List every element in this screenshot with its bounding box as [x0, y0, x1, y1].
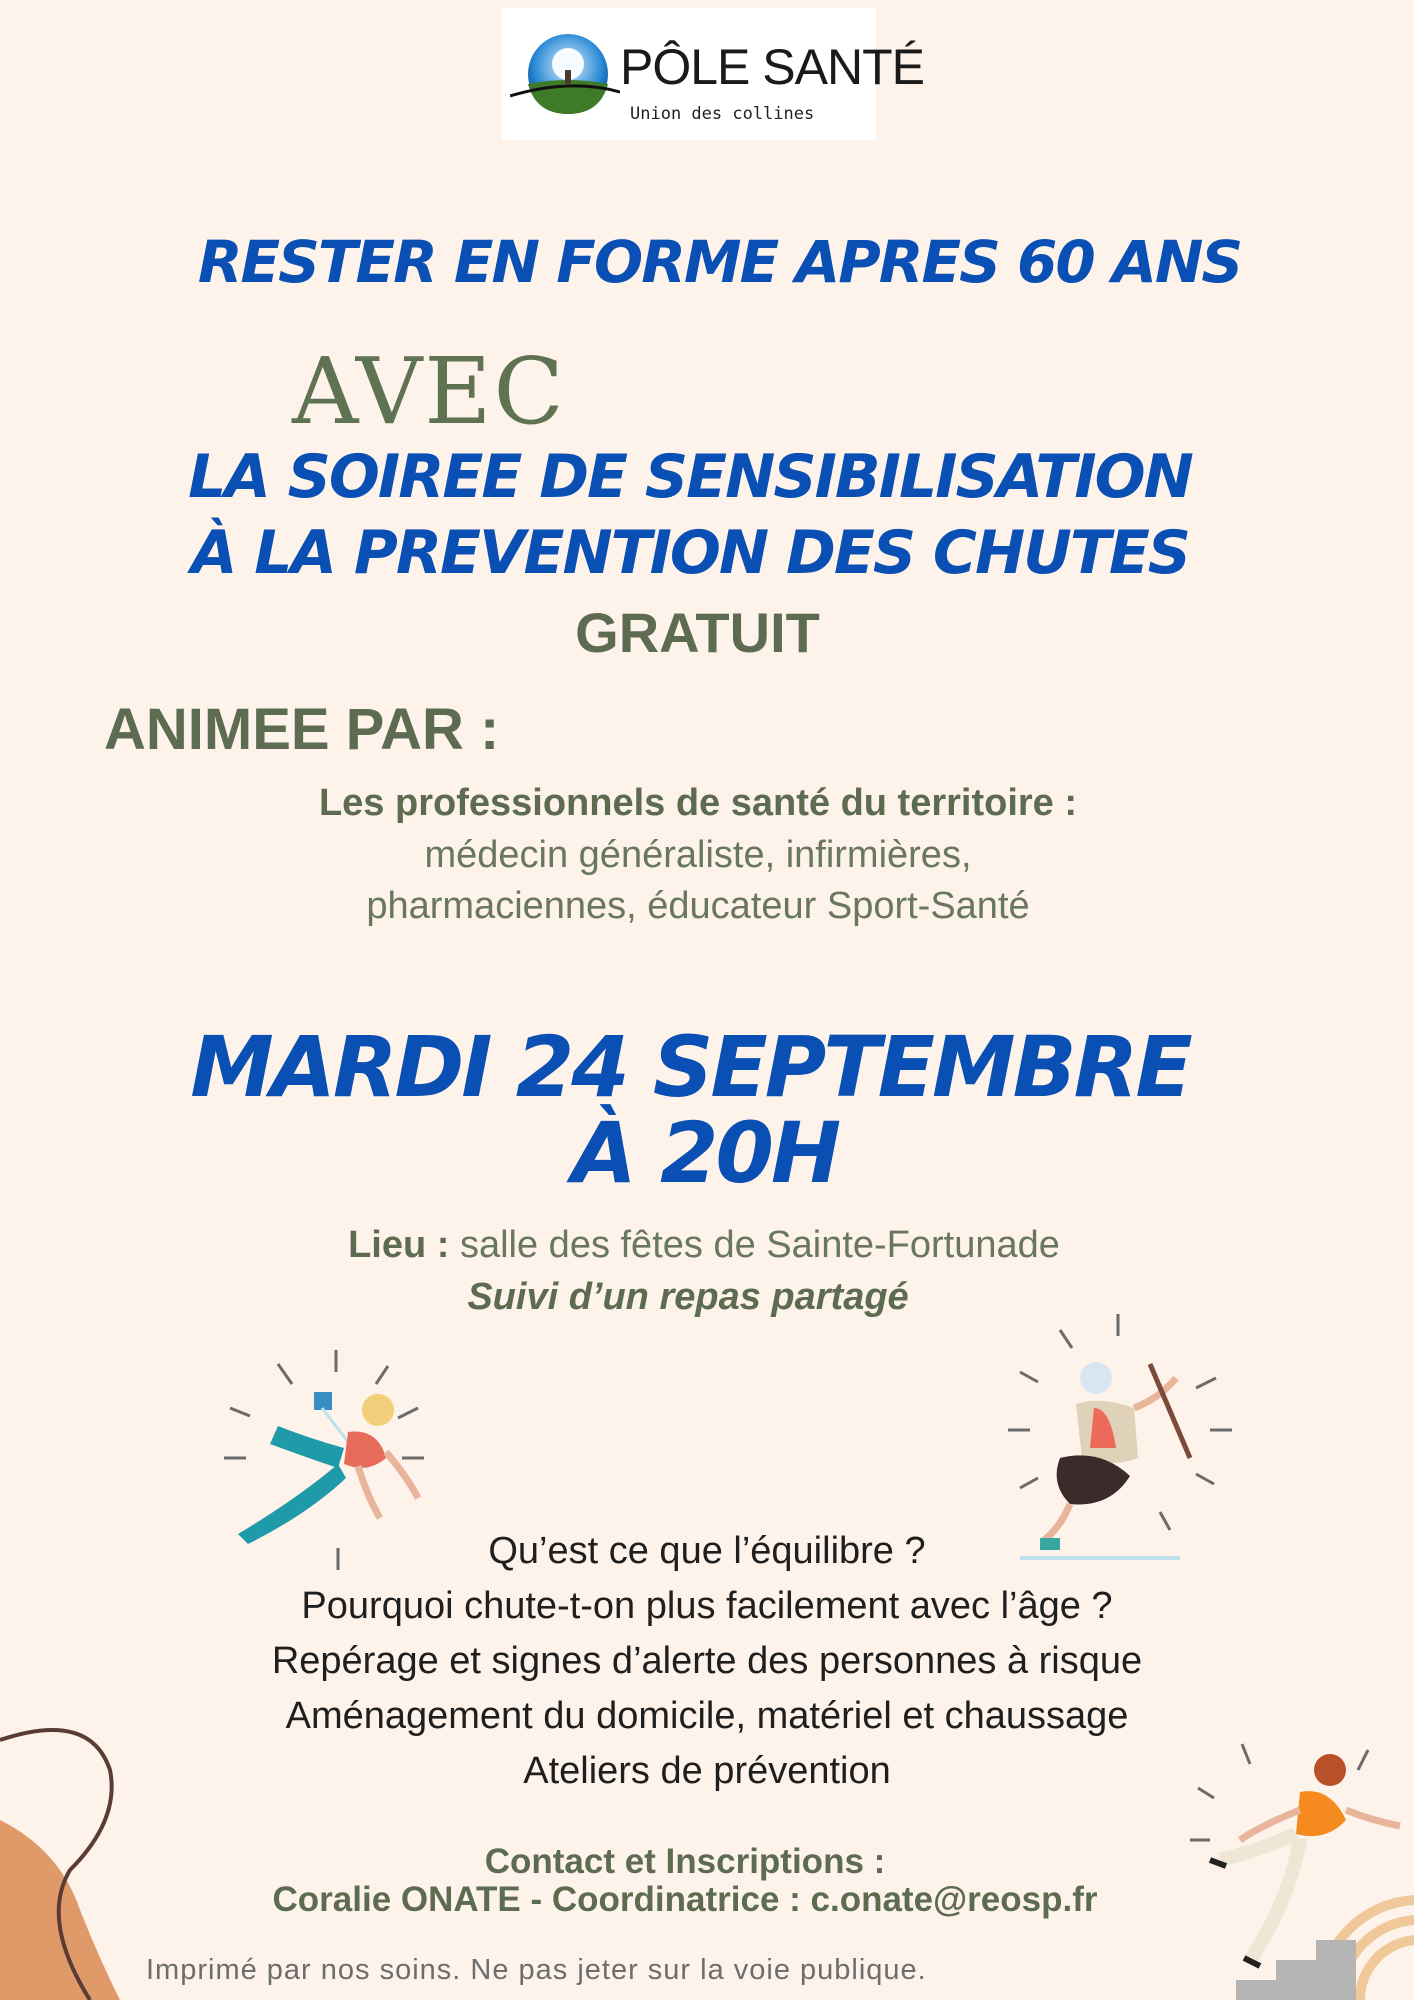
footer-note: Imprimé par nos soins. Ne pas jeter sur la voie publique. [146, 1954, 927, 1986]
date-line2: À 20H [571, 1104, 839, 1202]
logo-title: PÔLE SANTÉ [620, 39, 924, 95]
contact-details: Coralie ONATE - Coordinatrice : c.onate@reosp.fr [272, 1880, 1098, 1919]
hosts-line1: médecin généraliste, infirmières, [424, 834, 972, 876]
meal-note: Suivi d’un repas partagé [467, 1276, 909, 1318]
topic-item: Qu’est ce que l’équilibre ? [488, 1530, 926, 1572]
date-line1: MARDI 24 SEPTEMBRE [190, 1018, 1190, 1116]
topic-item: Pourquoi chute-t-on plus facilement avec l’âge ? [301, 1585, 1113, 1627]
logo-globe-icon [510, 26, 620, 126]
logo-subtitle: Union des collines [630, 104, 815, 124]
contact-label: Contact et Inscriptions : [484, 1842, 886, 1881]
headline: RESTER EN FORME APRES 60 ANS [197, 228, 1242, 296]
hosts-line2: pharmaciennes, éducateur Sport-Santé [366, 885, 1030, 927]
venue-value: salle des fêtes de Sainte-Fortunade [459, 1224, 1060, 1266]
venue-label: Lieu : [348, 1224, 450, 1266]
venue [0, 1224, 1408, 1267]
topic-item: Aménagement du domicile, matériel et chaussage [285, 1695, 1129, 1737]
topic-item: Ateliers de prévention [523, 1750, 891, 1792]
pole-sante-logo [502, 8, 924, 140]
avec-heading: AVEC [292, 338, 566, 445]
hosts-heading: ANIMEE PAR : [104, 697, 500, 762]
event-title-line2: À LA PREVENTION DES CHUTES [190, 518, 1190, 588]
topic-item: Repérage et signes d’alerte des personnes à risque [271, 1640, 1143, 1682]
hosts-intro: Les professionnels de santé du territoire : [318, 782, 1078, 824]
price-label: GRATUIT [575, 601, 820, 664]
event-title-line1: LA SOIREE DE SENSIBILISATION [188, 442, 1192, 512]
